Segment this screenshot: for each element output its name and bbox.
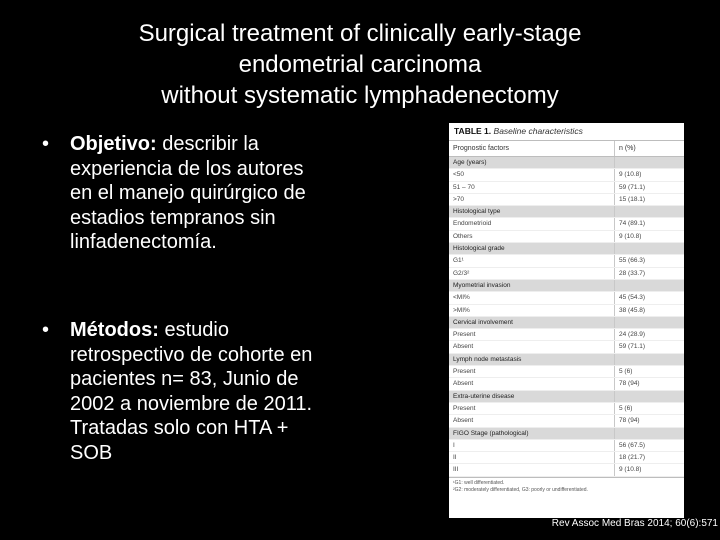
- table-row: [449, 440, 684, 452]
- table-cell-value: 38 (45.8): [619, 306, 646, 314]
- table-cell-value: 24 (28.9): [619, 331, 646, 339]
- table-row: [449, 182, 684, 194]
- bullet-line: 2002 a noviembre de 2011.: [70, 392, 313, 415]
- table-row: [449, 268, 684, 280]
- table-cell-value: 78 (94): [619, 380, 640, 388]
- bullet-line: retrospectivo de cohorte en: [70, 343, 313, 366]
- table-section-row: [449, 354, 684, 366]
- bullet-lead: Métodos:: [70, 319, 159, 341]
- table-row: [449, 366, 684, 378]
- table-cell-label: II: [449, 452, 615, 463]
- table-cell-value: 18 (21.7): [619, 454, 646, 462]
- table-cell-value: 59 (71.1): [619, 343, 646, 351]
- table-cell-value: 78 (94): [619, 417, 640, 425]
- table-row: [449, 292, 684, 304]
- table-section-row: [449, 157, 684, 169]
- table-cell-value: 56 (67.5): [619, 441, 646, 449]
- title-line: without systematic lymphadenectomy: [161, 82, 559, 109]
- bullet-lead: Objetivo:: [70, 133, 157, 155]
- table-cell-label: Present: [449, 329, 615, 340]
- table-cell-label: Age (years): [449, 157, 615, 168]
- table-cell-label: Others: [449, 231, 615, 242]
- table-row: [449, 378, 684, 390]
- table-row: [449, 341, 684, 353]
- table-row: [449, 255, 684, 267]
- table-footnotes: [449, 477, 684, 496]
- table-cell-label: <MI%: [449, 292, 615, 303]
- table-cell-value: 15 (18.1): [619, 195, 646, 203]
- table-cell-label: FIGO Stage (pathological): [449, 428, 615, 439]
- bullet-line: en el manejo quirúrgico de: [70, 182, 306, 204]
- table-header-row: [449, 140, 684, 157]
- table-cell-label: Myometrial invasion: [449, 280, 615, 291]
- bullet-marker: •: [42, 319, 50, 341]
- table-cell-value: [615, 317, 684, 328]
- table-section-row: [449, 317, 684, 329]
- bullet-text: [70, 318, 382, 465]
- footnote: ²G2: moderately differentiated, G3: poorly or undifferentiated.: [453, 486, 588, 493]
- table-caption: Baseline characteristics: [493, 126, 583, 136]
- column-header-n: n (%): [619, 145, 636, 152]
- table-section-row: [449, 280, 684, 292]
- table-cell-label: >70: [449, 194, 615, 205]
- table-cell-label: Present: [449, 403, 615, 414]
- table-cell-value: 5 (6): [619, 404, 633, 412]
- bullet-line: SOB: [70, 441, 113, 464]
- table-cell-value: 74 (89.1): [619, 220, 646, 228]
- table-cell-value: 59 (71.1): [619, 183, 646, 191]
- table-cell-value: 9 (10.8): [619, 171, 642, 179]
- table-cell-value: [615, 428, 684, 439]
- table-cell-value: [615, 391, 684, 402]
- table-cell-label: <50: [449, 169, 615, 180]
- table-row: [449, 169, 684, 181]
- table-row: [449, 194, 684, 206]
- table-cell-label: Absent: [449, 415, 615, 426]
- bullet-objetivo: [42, 132, 382, 255]
- table-cell-label: Absent: [449, 341, 615, 352]
- table-cell-label: Absent: [449, 378, 615, 389]
- table-cell-value: [615, 206, 684, 217]
- table-section-row: [449, 428, 684, 440]
- bullet-line: experiencia de los autores: [70, 157, 304, 180]
- table-row: [449, 403, 684, 415]
- bullet-marker: •: [42, 133, 50, 155]
- table-cell-value: [615, 157, 684, 168]
- table-cell-label: III: [449, 464, 615, 475]
- bullet-line: estadios tempranos sin: [70, 206, 276, 229]
- bullet-line: estudio: [158, 319, 229, 341]
- table-cell-label: Extra-uterine disease: [449, 391, 615, 402]
- bullet-line: describir la: [156, 133, 259, 155]
- table-cell-value: 5 (6): [619, 368, 633, 376]
- table-row: [449, 329, 684, 341]
- bullet-text: [70, 132, 382, 255]
- table-row: [449, 218, 684, 230]
- table-cell-label: Lymph node metastasis: [449, 354, 615, 365]
- column-header-factor: Prognostic factors: [449, 141, 615, 156]
- bullet-line: Tratadas solo con HTA +: [70, 417, 289, 439]
- table-cell-label: G2/3²: [449, 268, 615, 279]
- table-cell-value: 9 (10.8): [619, 232, 642, 240]
- table-cell-value: [615, 243, 684, 254]
- bullet-metodos: [42, 318, 382, 465]
- table-cell-label: Cervical involvement: [449, 317, 615, 328]
- footnote: ¹G1: well differentiated.: [453, 479, 505, 486]
- table-section-row: [449, 243, 684, 255]
- table-cell-label: >MI%: [449, 305, 615, 316]
- table-cell-label: I: [449, 440, 615, 451]
- table-number: TABLE 1.: [454, 126, 492, 136]
- table-cell-value: [615, 354, 684, 365]
- slide-title: [60, 18, 660, 111]
- table-cell-value: 45 (54.3): [619, 294, 646, 302]
- citation: Rev Assoc Med Bras 2014; 60(6):571: [551, 518, 718, 529]
- table-cell-label: Histological grade: [449, 243, 615, 254]
- table-body: [449, 157, 684, 477]
- table-section-row: [449, 206, 684, 218]
- table-row: [449, 452, 684, 464]
- table-section-row: [449, 391, 684, 403]
- table-cell-label: 51 – 70: [449, 182, 615, 193]
- table-cell-label: Endometrioid: [449, 218, 615, 229]
- table-row: [449, 231, 684, 243]
- table-cell-value: 9 (10.8): [619, 466, 642, 474]
- table-row: [449, 305, 684, 317]
- table-row: [449, 464, 684, 476]
- table-cell-label: G1¹: [449, 255, 615, 266]
- table-cell-value: 55 (66.3): [619, 257, 646, 265]
- title-line: endometrial carcinoma: [238, 51, 482, 78]
- table-title: [449, 123, 684, 140]
- title-line: Surgical treatment of clinically early-stage: [138, 20, 582, 47]
- table-row: [449, 415, 684, 427]
- bullet-line: pacientes n= 83, Junio de: [70, 368, 299, 390]
- table-cell-label: Histological type: [449, 206, 615, 217]
- table-cell-label: Present: [449, 366, 615, 377]
- baseline-table: [449, 123, 684, 518]
- table-cell-value: 28 (33.7): [619, 269, 646, 277]
- table-cell-value: [615, 280, 684, 291]
- bullet-line: linfadenectomía.: [70, 231, 217, 253]
